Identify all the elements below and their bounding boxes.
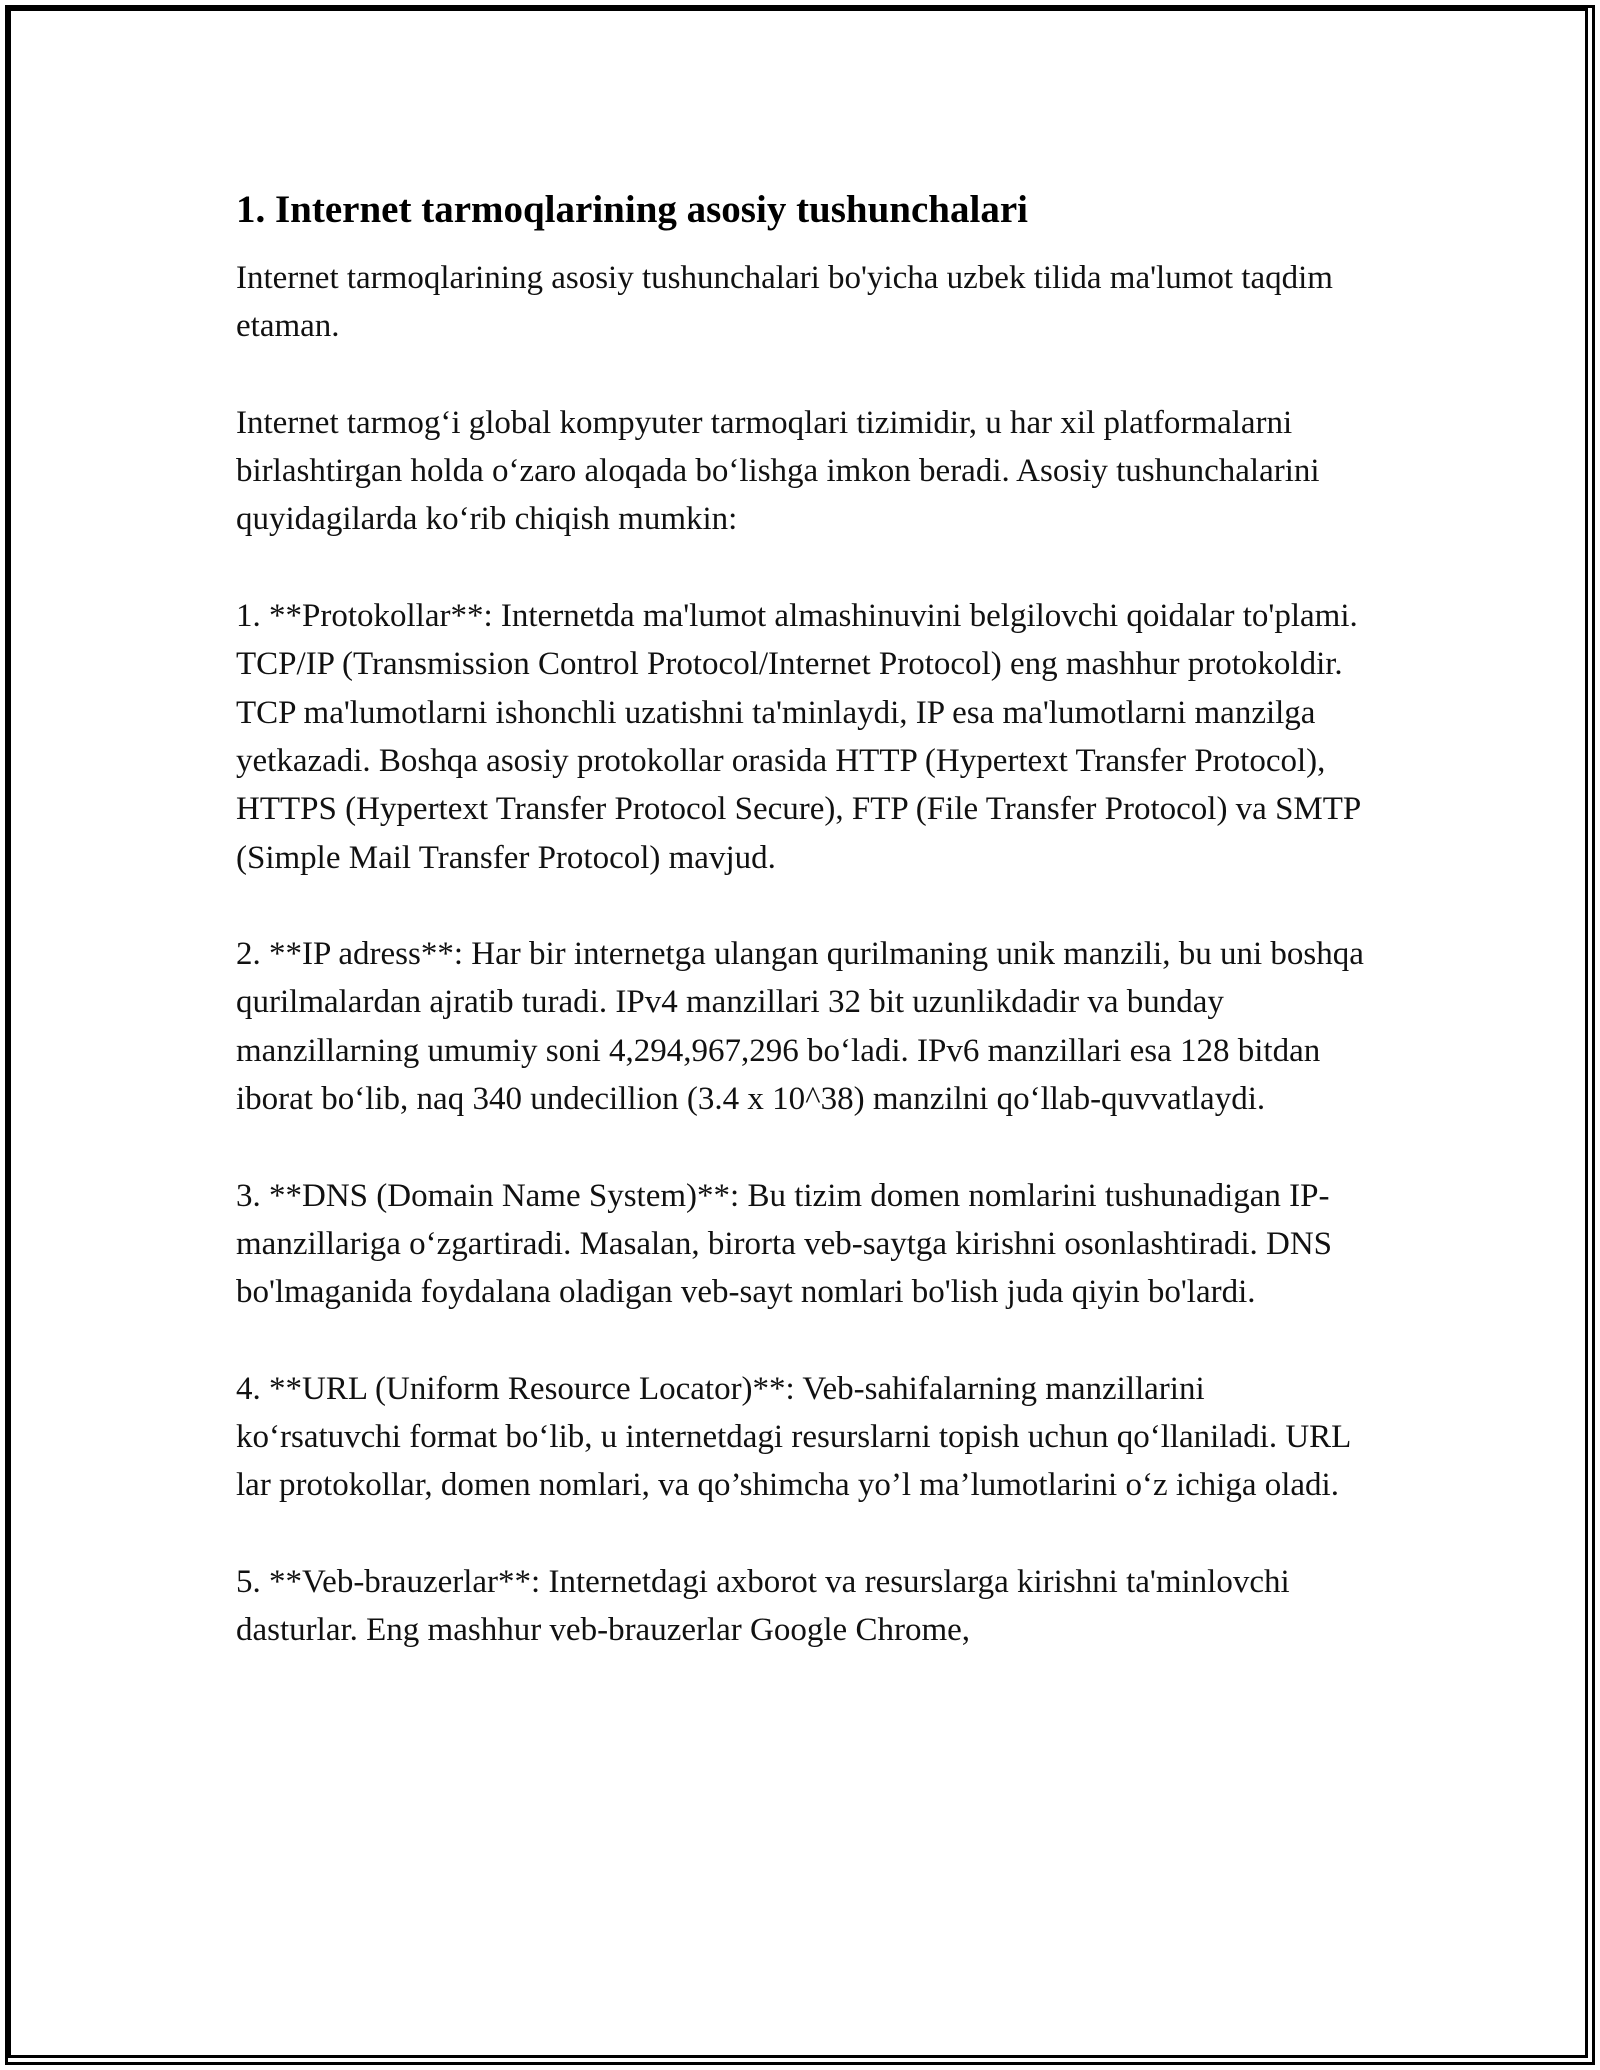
document-title: 1. Internet tarmoqlarining asosiy tushunchalari <box>236 188 1028 231</box>
ip-address-paragraph: 2. **IP adress**: Har bir internetga ulangan qurilmaning unik manzili, bu uni boshqa qurilmalardan ajratib turadi. IPv4 manzillari 32 bit uzunlikdadir va bunday manzillarning umumiy soni 4,294,967,296 bo‘ladi. IPv6 manzillari esa 128 bitdan iborat bo‘lib, naq 340 undecillion (3.4 x 10^38) manzilni qo‘llab-quvvatlaydi. <box>236 936 1364 1118</box>
url-paragraph: 4. **URL (Uniform Resource Locator)**: Veb-sahifalarning manzillarini ko‘rsatuvchi format bo‘lib, u internetdagi resurslarni topish uchun qo‘llaniladi. URL lar protokollar, domen nomlari, va qo’shimcha yo’l ma’lumotlarini o‘z ichiga oladi. <box>236 1370 1351 1504</box>
protocols-paragraph: 1. **Protokollar**: Internetda ma'lumot almashinuvini belgilovchi qoidalar to'plami. TCP/IP (Transmission Control Protocol/Internet Protocol) eng mashhur protokoldir. TCP ma'lumotlarni ishonchli uzatishni ta'minlaydi, IP esa ma'lumotlarni manzilga yetkazadi. Boshqa asosiy protokollar orasida HTTP (Hypertext Transfer Protocol), HTTPS (Hypertext Transfer Protocol Secure), FTP (File Transfer Protocol) va SMTP (Simple Mail Transfer Protocol) mavjud. <box>236 598 1361 876</box>
dns-paragraph: 3. **DNS (Domain Name System)**: Bu tizim domen nomlarini tushunadigan IP-manzillariga o‘zgartiradi. Masalan, birorta veb-saytga kirishni osonlashtiradi. DNS bo'lmaganida foydalana oladigan veb-sayt nomlari bo'lish juda qiyin bo'lardi. <box>236 1177 1333 1311</box>
web-browsers-paragraph: 5. **Veb-brauzerlar**: Internetdagi axborot va resurslarga kirishni ta'minlovchi dasturlar. Eng mashhur veb-brauzerlar Google Chrome, <box>236 1564 1290 1649</box>
document-body <box>236 186 1364 1703</box>
intro-paragraph: Internet tarmoqlarining asosiy tushunchalari bo'yicha uzbek tilida ma'lumot taqdim etaman. <box>236 260 1333 345</box>
overview-paragraph: Internet tarmog‘i global kompyuter tarmoqlari tizimidir, u har xil platformalarni birlashtirgan holda o‘zaro aloqada bo‘lishga imkon beradi. Asosiy tushunchalarini quyidagilarda ko‘rib chiqish mumkin: <box>236 404 1320 538</box>
